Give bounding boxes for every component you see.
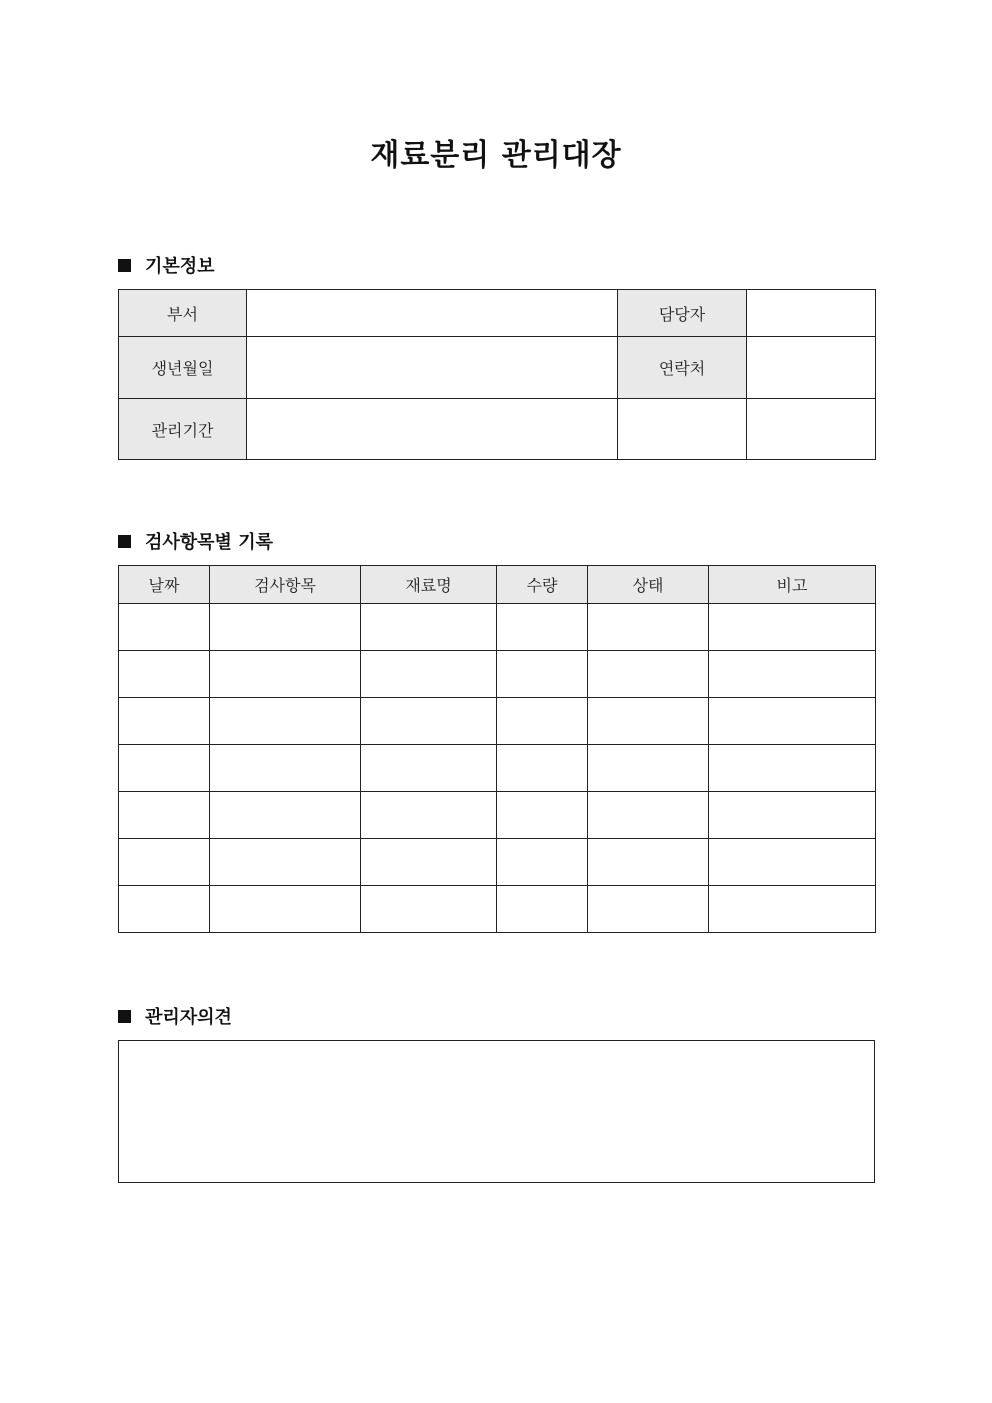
- date-cell[interactable]: [119, 745, 210, 792]
- status-cell[interactable]: [588, 745, 709, 792]
- square-bullet-icon: [118, 1010, 131, 1023]
- period-field[interactable]: [247, 399, 618, 460]
- manager-opinion-field[interactable]: [118, 1040, 875, 1183]
- contact-label: 연락처: [618, 337, 747, 399]
- inspection-records-heading: [118, 529, 273, 553]
- date-cell[interactable]: [119, 839, 210, 886]
- inspection-item-cell[interactable]: [210, 839, 361, 886]
- table-row: [119, 651, 876, 698]
- remarks-cell[interactable]: [709, 839, 876, 886]
- manager-label: 담당자: [618, 290, 747, 337]
- remarks-cell[interactable]: [709, 651, 876, 698]
- table-row: [119, 745, 876, 792]
- status-cell[interactable]: [588, 839, 709, 886]
- remarks-cell[interactable]: [709, 698, 876, 745]
- manager-opinion-heading: [118, 1004, 232, 1028]
- inspection-item-cell[interactable]: [210, 886, 361, 933]
- inspection-item-cell[interactable]: [210, 651, 361, 698]
- table-row: [119, 792, 876, 839]
- column-header-material-name: 재료명: [361, 566, 497, 604]
- date-cell[interactable]: [119, 604, 210, 651]
- table-header-row: [119, 566, 876, 604]
- material-name-cell[interactable]: [361, 792, 497, 839]
- status-cell[interactable]: [588, 886, 709, 933]
- date-cell[interactable]: [119, 792, 210, 839]
- table-row: [119, 604, 876, 651]
- date-cell[interactable]: [119, 651, 210, 698]
- status-cell[interactable]: [588, 604, 709, 651]
- material-name-cell[interactable]: [361, 886, 497, 933]
- date-cell[interactable]: [119, 886, 210, 933]
- status-cell[interactable]: [588, 792, 709, 839]
- table-row: [119, 839, 876, 886]
- square-bullet-icon: [118, 535, 131, 548]
- basic-info-heading: [118, 253, 215, 277]
- manager-opinion-heading-label: 관리자의견: [145, 1007, 232, 1028]
- material-name-cell[interactable]: [361, 698, 497, 745]
- contact-field[interactable]: [747, 337, 876, 399]
- date-cell[interactable]: [119, 698, 210, 745]
- quantity-cell[interactable]: [497, 651, 588, 698]
- status-cell[interactable]: [588, 651, 709, 698]
- remarks-cell[interactable]: [709, 604, 876, 651]
- basic-info-table: [118, 289, 876, 460]
- remarks-cell[interactable]: [709, 745, 876, 792]
- material-name-cell[interactable]: [361, 651, 497, 698]
- birthdate-label: 생년월일: [119, 337, 247, 399]
- inspection-item-cell[interactable]: [210, 745, 361, 792]
- inspection-records-heading-label: 검사항목별 기록: [145, 532, 273, 553]
- inspection-records-table: [118, 565, 876, 933]
- material-name-cell[interactable]: [361, 745, 497, 792]
- column-header-remarks: 비고: [709, 566, 876, 604]
- quantity-cell[interactable]: [497, 886, 588, 933]
- quantity-cell[interactable]: [497, 792, 588, 839]
- status-cell[interactable]: [588, 698, 709, 745]
- quantity-cell[interactable]: [497, 698, 588, 745]
- basic-info-heading-label: 기본정보: [145, 256, 215, 277]
- period-label: 관리기간: [119, 399, 247, 460]
- table-row: [119, 886, 876, 933]
- material-name-cell[interactable]: [361, 604, 497, 651]
- department-label: 부서: [119, 290, 247, 337]
- quantity-cell[interactable]: [497, 745, 588, 792]
- manager-field[interactable]: [747, 290, 876, 337]
- extra-field-2[interactable]: [747, 399, 876, 460]
- inspection-item-cell[interactable]: [210, 604, 361, 651]
- document-title: 재료분리 관리대장: [370, 138, 622, 173]
- birthdate-field[interactable]: [247, 337, 618, 399]
- department-field[interactable]: [247, 290, 618, 337]
- column-header-inspection-item: 검사항목: [210, 566, 361, 604]
- square-bullet-icon: [118, 259, 131, 272]
- remarks-cell[interactable]: [709, 792, 876, 839]
- material-name-cell[interactable]: [361, 839, 497, 886]
- table-row: [119, 698, 876, 745]
- extra-field-1[interactable]: [618, 399, 747, 460]
- column-header-quantity: 수량: [497, 566, 588, 604]
- quantity-cell[interactable]: [497, 604, 588, 651]
- column-header-date: 날짜: [119, 566, 210, 604]
- inspection-item-cell[interactable]: [210, 698, 361, 745]
- inspection-item-cell[interactable]: [210, 792, 361, 839]
- remarks-cell[interactable]: [709, 886, 876, 933]
- column-header-status: 상태: [588, 566, 709, 604]
- quantity-cell[interactable]: [497, 839, 588, 886]
